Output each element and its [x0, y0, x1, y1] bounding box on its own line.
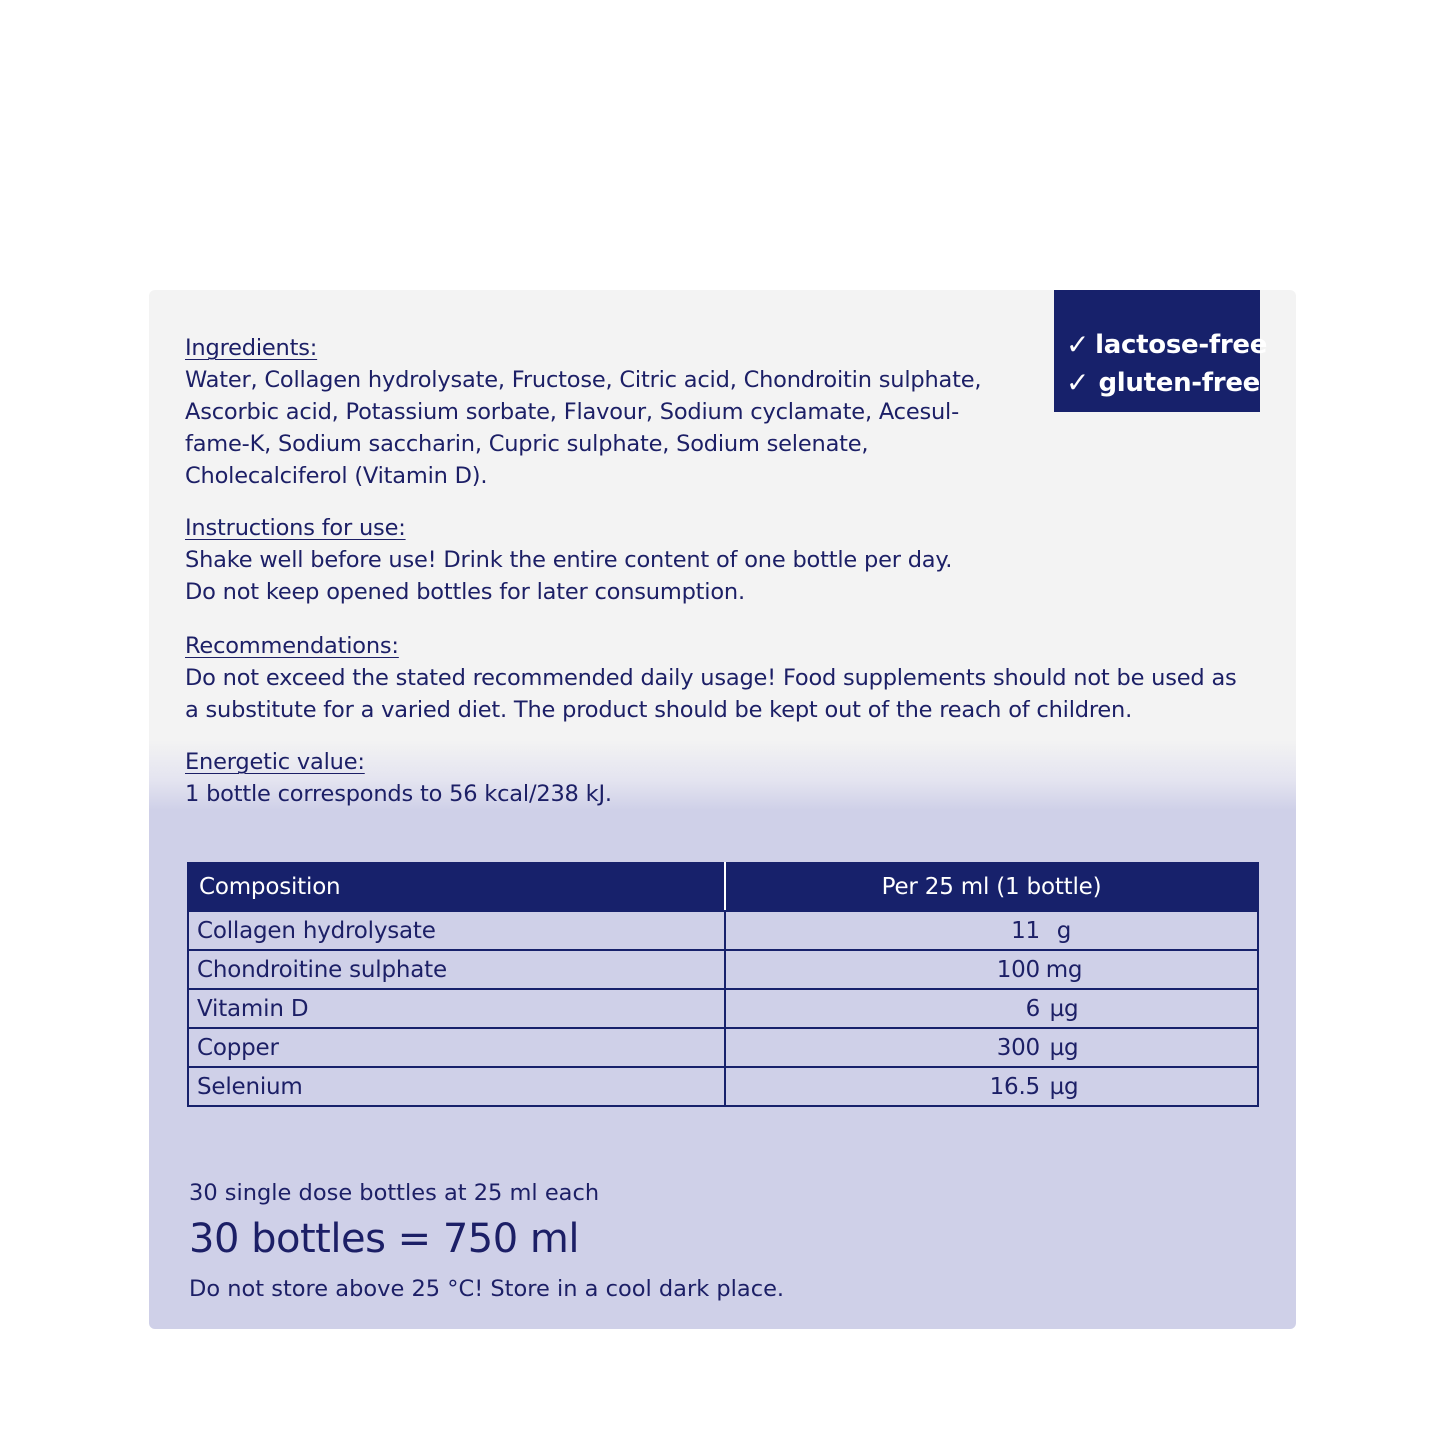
instructions-line: Shake well before use! Drink the entire content of one bottle per day.	[185, 547, 953, 573]
ingredient-amount-cell	[725, 911, 1258, 950]
energy-line: 1 bottle corresponds to 56 kcal/238 kJ.	[185, 781, 612, 807]
badge-item-lactose-free	[1066, 326, 1268, 364]
checkmark-icon: ✓	[1066, 328, 1090, 361]
table-row	[188, 1067, 1258, 1106]
amount-value: 6	[1025, 995, 1040, 1022]
ingredients-line: fame-K, Sodium saccharin, Cupric sulphate, Sodium selenate,	[185, 431, 869, 457]
instructions-line: Do not keep opened bottles for later consumption.	[185, 579, 745, 605]
package-panel	[149, 290, 1296, 1329]
package-volume: 30 bottles = 750 ml	[189, 1216, 579, 1262]
package-subtitle: 30 single dose bottles at 25 ml each	[189, 1180, 600, 1206]
instructions-section	[185, 512, 952, 608]
ingredient-amount-cell	[725, 950, 1258, 989]
table-header-row	[188, 863, 1258, 911]
ingredients-line: Water, Collagen hydrolysate, Fructose, Citric acid, Chondroitin sulphate,	[185, 367, 982, 393]
recommendations-line: Do not exceed the stated recommended daily usage! Food supplements should not be used as	[185, 665, 1237, 691]
amount-value: 11	[1011, 917, 1040, 944]
recommendations-line: a substitute for a varied diet. The product should be kept out of the reach of children.	[185, 697, 1133, 723]
table-row	[188, 911, 1258, 950]
checkmark-icon: ✓	[1066, 366, 1090, 399]
amount-unit: µg	[1049, 1034, 1079, 1061]
amount-unit: µg	[1049, 995, 1079, 1022]
instructions-heading: Instructions for use:	[185, 515, 406, 541]
storage-note: Do not store above 25 °C! Store in a cool dark place.	[189, 1276, 785, 1302]
table-row	[188, 989, 1258, 1028]
badge-item-gluten-free	[1066, 364, 1260, 402]
ingredient-name: Copper	[188, 1028, 725, 1067]
ingredient-name: Chondroitine sulphate	[188, 950, 725, 989]
ingredient-name: Collagen hydrolysate	[188, 911, 725, 950]
ingredients-heading: Ingredients:	[185, 335, 318, 361]
ingredients-line: Cholecalciferol (Vitamin D).	[185, 463, 488, 489]
ingredients-section	[185, 332, 981, 492]
recommendations-section	[185, 630, 1237, 726]
ingredients-line: Ascorbic acid, Potassium sorbate, Flavour, Sodium cyclamate, Acesul-	[185, 399, 960, 425]
energy-heading: Energetic value:	[185, 749, 365, 775]
allergen-badge	[1054, 290, 1268, 412]
amount-unit: µg	[1049, 1073, 1079, 1100]
ingredient-amount-cell	[725, 989, 1258, 1028]
column-header-per-bottle: Per 25 ml (1 bottle)	[725, 863, 1258, 911]
table-row	[188, 1028, 1258, 1067]
badge-label: lactose-free	[1095, 330, 1268, 360]
column-header-composition: Composition	[188, 863, 725, 911]
energy-section	[185, 746, 612, 810]
ingredient-name: Selenium	[188, 1067, 725, 1106]
amount-value: 16.5	[989, 1073, 1040, 1100]
ingredient-amount-cell	[725, 1067, 1258, 1106]
amount-unit: mg	[1045, 956, 1083, 983]
amount-value: 300	[996, 1034, 1040, 1061]
badge-label: gluten-free	[1098, 368, 1260, 398]
table-row	[188, 950, 1258, 989]
composition-table	[187, 862, 1259, 1107]
ingredient-amount-cell	[725, 1028, 1258, 1067]
recommendations-heading: Recommendations:	[185, 633, 399, 659]
amount-value: 100	[996, 956, 1040, 983]
amount-unit: g	[1056, 917, 1072, 944]
ingredient-name: Vitamin D	[188, 989, 725, 1028]
